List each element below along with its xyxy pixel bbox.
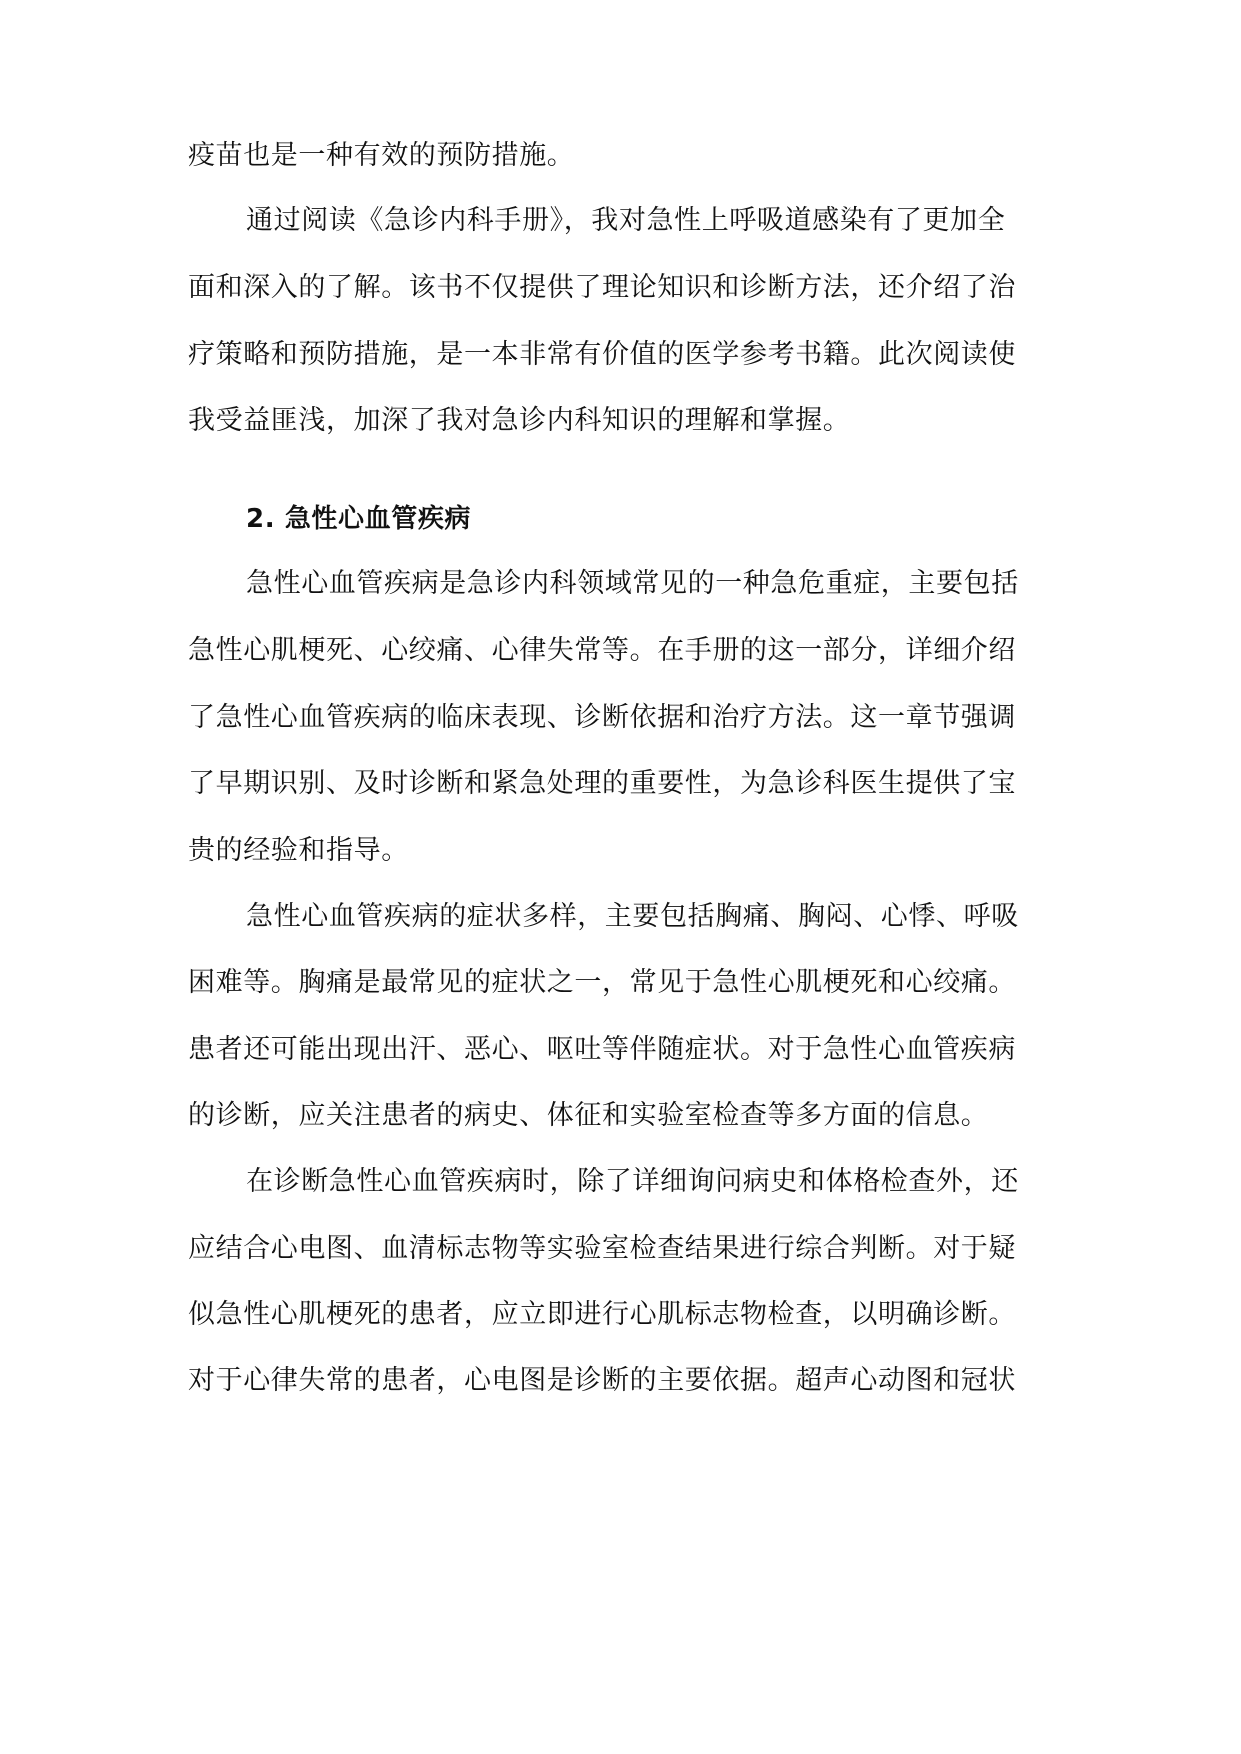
paragraph-2-line-2: 面和深入的了解。该书不仅提供了理论知识和诊断方法，还介绍了治 — [188, 272, 1016, 303]
paragraph-5-line-4: 对于心律失常的患者，心电图是诊断的主要依据。超声心动图和冠状 — [188, 1365, 1016, 1396]
paragraph-2-line-3: 疗策略和预防措施，是一本非常有价值的医学参考书籍。此次阅读使 — [188, 339, 1016, 370]
paragraph-4-line-4: 的诊断，应关注患者的病史、体征和实验室检查等多方面的信息。 — [188, 1100, 989, 1131]
paragraph-1-line-1: 疫苗也是一种有效的预防措施。 — [188, 140, 575, 171]
paragraph-3-line-3: 了急性心血管疾病的临床表现、诊断依据和治疗方法。这一章节强调 — [188, 702, 1016, 733]
paragraph-2-line-1: 通过阅读《急诊内科手册》，我对急性上呼吸道感染有了更加全 — [246, 205, 1006, 236]
section-heading: 2. 急性心血管疾病 — [246, 504, 472, 534]
paragraph-5-line-3: 似急性心肌梗死的患者，应立即进行心肌标志物检查，以明确诊断。 — [188, 1299, 1016, 1330]
paragraph-4-line-3: 患者还可能出现出汗、恶心、呕吐等伴随症状。对于急性心血管疾病 — [188, 1034, 1016, 1065]
paragraph-5-line-1: 在诊断急性心血管疾病时，除了详细询问病史和体格检查外，还 — [246, 1166, 1019, 1197]
paragraph-4-line-1: 急性心血管疾病的症状多样，主要包括胸痛、胸闷、心悸、呼吸 — [246, 901, 1019, 932]
paragraph-3-line-1: 急性心血管疾病是急诊内科领域常见的一种急危重症，主要包括 — [246, 568, 1019, 599]
paragraph-5-line-2: 应结合心电图、血清标志物等实验室检查结果进行综合判断。对于疑 — [188, 1233, 1016, 1264]
paragraph-2-line-4: 我受益匪浅，加深了我对急诊内科知识的理解和掌握。 — [188, 405, 851, 436]
paragraph-3-line-5: 贵的经验和指导。 — [188, 835, 409, 866]
paragraph-4-line-2: 困难等。胸痛是最常见的症状之一，常见于急性心肌梗死和心绞痛。 — [188, 967, 1016, 998]
paragraph-3-line-2: 急性心肌梗死、心绞痛、心律失常等。在手册的这一部分，详细介绍 — [188, 635, 1016, 666]
paragraph-3-line-4: 了早期识别、及时诊断和紧急处理的重要性，为急诊科医生提供了宝 — [188, 768, 1016, 799]
